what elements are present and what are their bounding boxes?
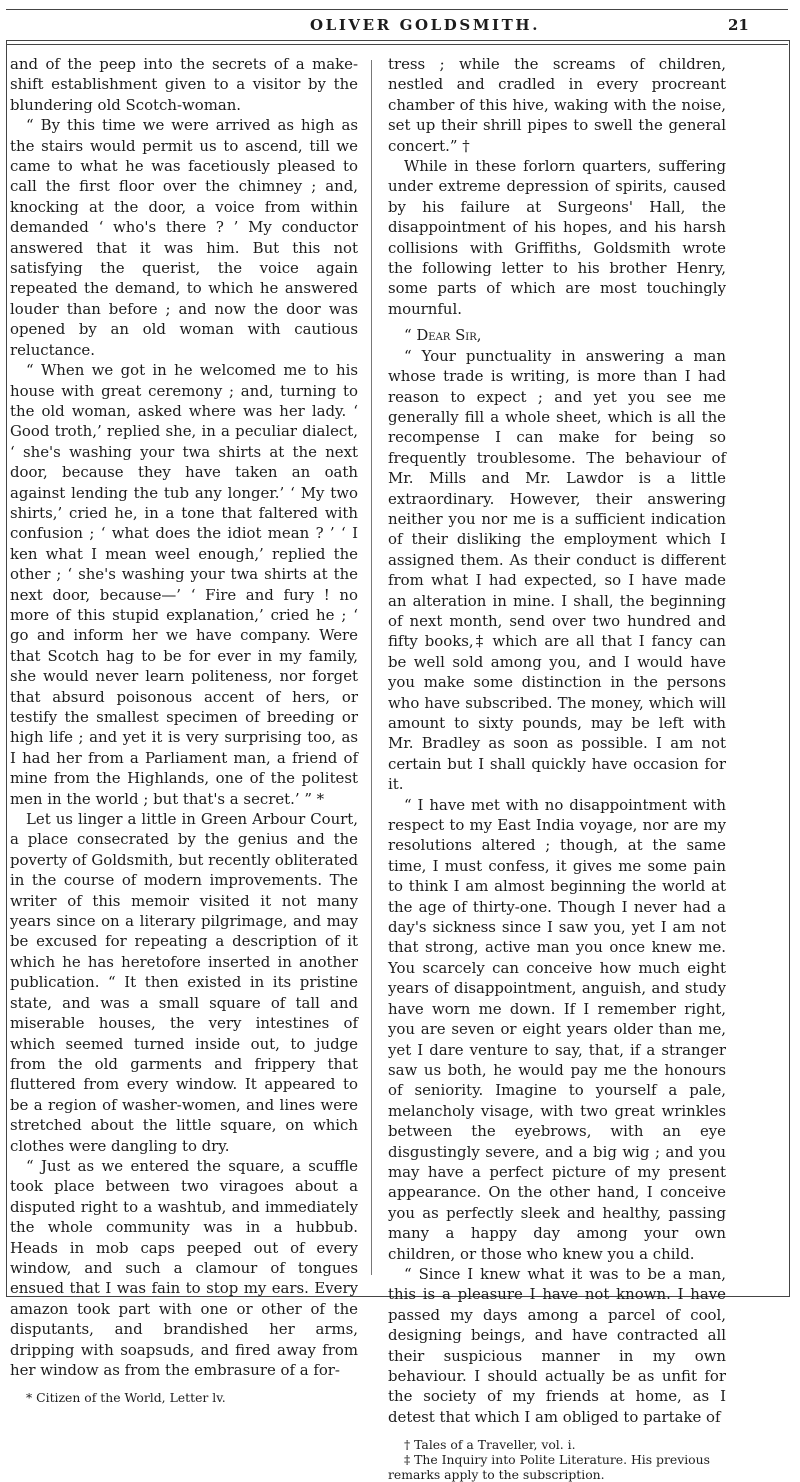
paragraph: Let us linger a little in Green Arbour Court, a place consecrated by the genius and the poverty of Goldsmith, but recently obliterated in the course of modern improvements. The writer of this memoir visited it not many years since on a literary pilgrimage, and may be excused for repeating a description of it which he has heretofore inserted in another publication. “ It then existed in its pristine state, and was a small square of tall and miserable houses, the very intestines of which seemed turned inside out, to judge from the old garments and frippery that fluttered from every window. It appeared to be a region of washer-women, and lines were stretched about the little square, on which clothes were dangling to dry. bbox=[10, 810, 358, 1155]
paragraph: “ By this time we were arrived as high as the stairs would permit us to ascend, till we came to what he was facetiously pleased to call the first floor over the chimney ; and, knocking at the door, a voice from within demanded ‘ who's there ? ’ My conductor answered that it was him. But this not satisfying the querist, the voice again repeated the demand, to which he answered louder than before ; and now the door was opened by an old woman with cautious reluctance. bbox=[10, 116, 358, 359]
footnote-separator bbox=[10, 1380, 358, 1390]
paragraph: While in these forlorn quarters, suffering under extreme depression of spirits, caused by his failure at Surgeons' Hall, the disappointment of his hopes, and his harsh collisions with Griffiths, Goldsmith wrote the following letter to his brother Henry, some parts of which are most touchingly mournful. bbox=[388, 157, 726, 318]
page-number: 21 bbox=[728, 16, 749, 34]
column-divider bbox=[371, 60, 372, 1275]
footnote: † Tales of a Traveller, vol. i. bbox=[404, 1437, 576, 1453]
header-rule-top bbox=[6, 9, 788, 10]
letter-paragraph: “ I have met with no disappointment with respect to my East India voyage, nor are my resolutions altered ; though, at the same time, I must confess, it gives me some pain to think I am almost beginning the world at the age of thirty-one. Though I never had a day's sickness since I saw you, yet I am not that strong, active man you once knew me. You scarcely can conceive how much eight years of disappointment, anguish, and study have worn me down. If I remember right, you are seven or eight years older than me, yet I dare venture to say, that, if a stranger saw us both, he would pay me the honours of seniority. Imagine to yourself a pale, melancholy visage, with two great wrinkles between the eyebrows, with an eye disgustingly severe, and a big wig ; and you may have a perfect picture of my present appearance. On the other hand, I conceive you as perfectly sleek and healthy, passing many a happy day among your own children, or those who knew you a child. bbox=[388, 795, 726, 1263]
letter-paragraph: “ Your punctuality in answering a man whose trade is writing, is more than I had reason to expect ; and yet you see me generally fill a whole sheet, which is all the recompense I can make for being so frequently troublesome. The behaviour of Mr. Mills and Mr. Lawdor is a little extraordinary. However, their answering neither you nor me is a sufficient indication of their disliking the employment which I assigned them. As their conduct is different from what I had expected, so I have made an alteration in mine. I shall, the beginning of next month, send over two hundred and fifty books,‡ which are all that I fancy can be well sold among you, and I would have you make some distinction in the persons who have subscribed. The money, which will amount to sixty pounds, may be left with Mr. Bradley as soon as possible. I am not certain but I shall quickly have occasion for it. bbox=[388, 346, 726, 794]
letter-paragraph: “ Since I knew what it was to be a man, this is a pleasure I have not known. I have passed my days among a parcel of cool, designing beings, and have contracted all their suspicious manner in my own behaviour. I should actually be as unfit for the society of my friends at home, as I detest that which I am obliged to partake of bbox=[388, 1264, 726, 1426]
footnote-separator bbox=[388, 1427, 726, 1437]
footnote: ‡ The Inquiry into Polite Literature. His previous remarks apply to the subscription. bbox=[388, 1452, 710, 1482]
left-column bbox=[10, 54, 358, 1405]
right-column bbox=[388, 54, 726, 1482]
letter-salutation: “ Dear Sir, bbox=[404, 326, 482, 345]
paragraph: “ Just as we entered the square, a scuffle took place between two viragoes about a disputed right to a washtub, and immediately the whole community was in a hubbub. Heads in mob caps peeped out of every window, and such a clamour of tongues ensued that I was fain to stop my ears. Every amazon took part with one or other of the disputants, and brandished her arms, dripping with soapsuds, and fired away from her window as from the embrasure of a for- bbox=[10, 1156, 358, 1379]
paragraph: “ When we got in he welcomed me to his house with great ceremony ; and, turning to the old woman, asked where was her lady. ‘ Good troth,’ replied she, in a peculiar dialect, ‘ she's washing your twa shirts at the next door, because they have taken an oath against lending the tub any longer.’ ‘ My two shirts,’ cried he, in a tone that faltered with confusion ; ‘ what does the idiot mean ? ’ ‘ I ken what I mean weel enough,’ replied the other ; ‘ she's washing your twa shirts at the next door, because—’ ‘ Fire and fury ! no more of this stupid explanation,’ cried he ; ‘ go and inform her we have company. Were that Scotch hag to be for ever in my family, she would never learn politeness, nor forget that absurd poisonous accent of hers, or testify the smallest specimen of breeding or high life ; and yet it is very surprising too, as I had her from a Parliament man, a friend of mine from the Highlands, one of the politest men in the world ; but that's a secret.’ ” * bbox=[10, 361, 358, 808]
footnote: * Citizen of the World, Letter lv. bbox=[26, 1390, 226, 1406]
paragraph: tress ; while the screams of children, nestled and cradled in every procreant chamber of this hive, waking with the noise, set up their shrill pipes to swell the general concert.” † bbox=[388, 55, 726, 155]
running-head: OLIVER GOLDSMITH. bbox=[310, 16, 541, 34]
paragraph: and of the peep into the secrets of a make-shift establishment given to a visitor by the blundering old Scotch-woman. bbox=[10, 55, 358, 114]
